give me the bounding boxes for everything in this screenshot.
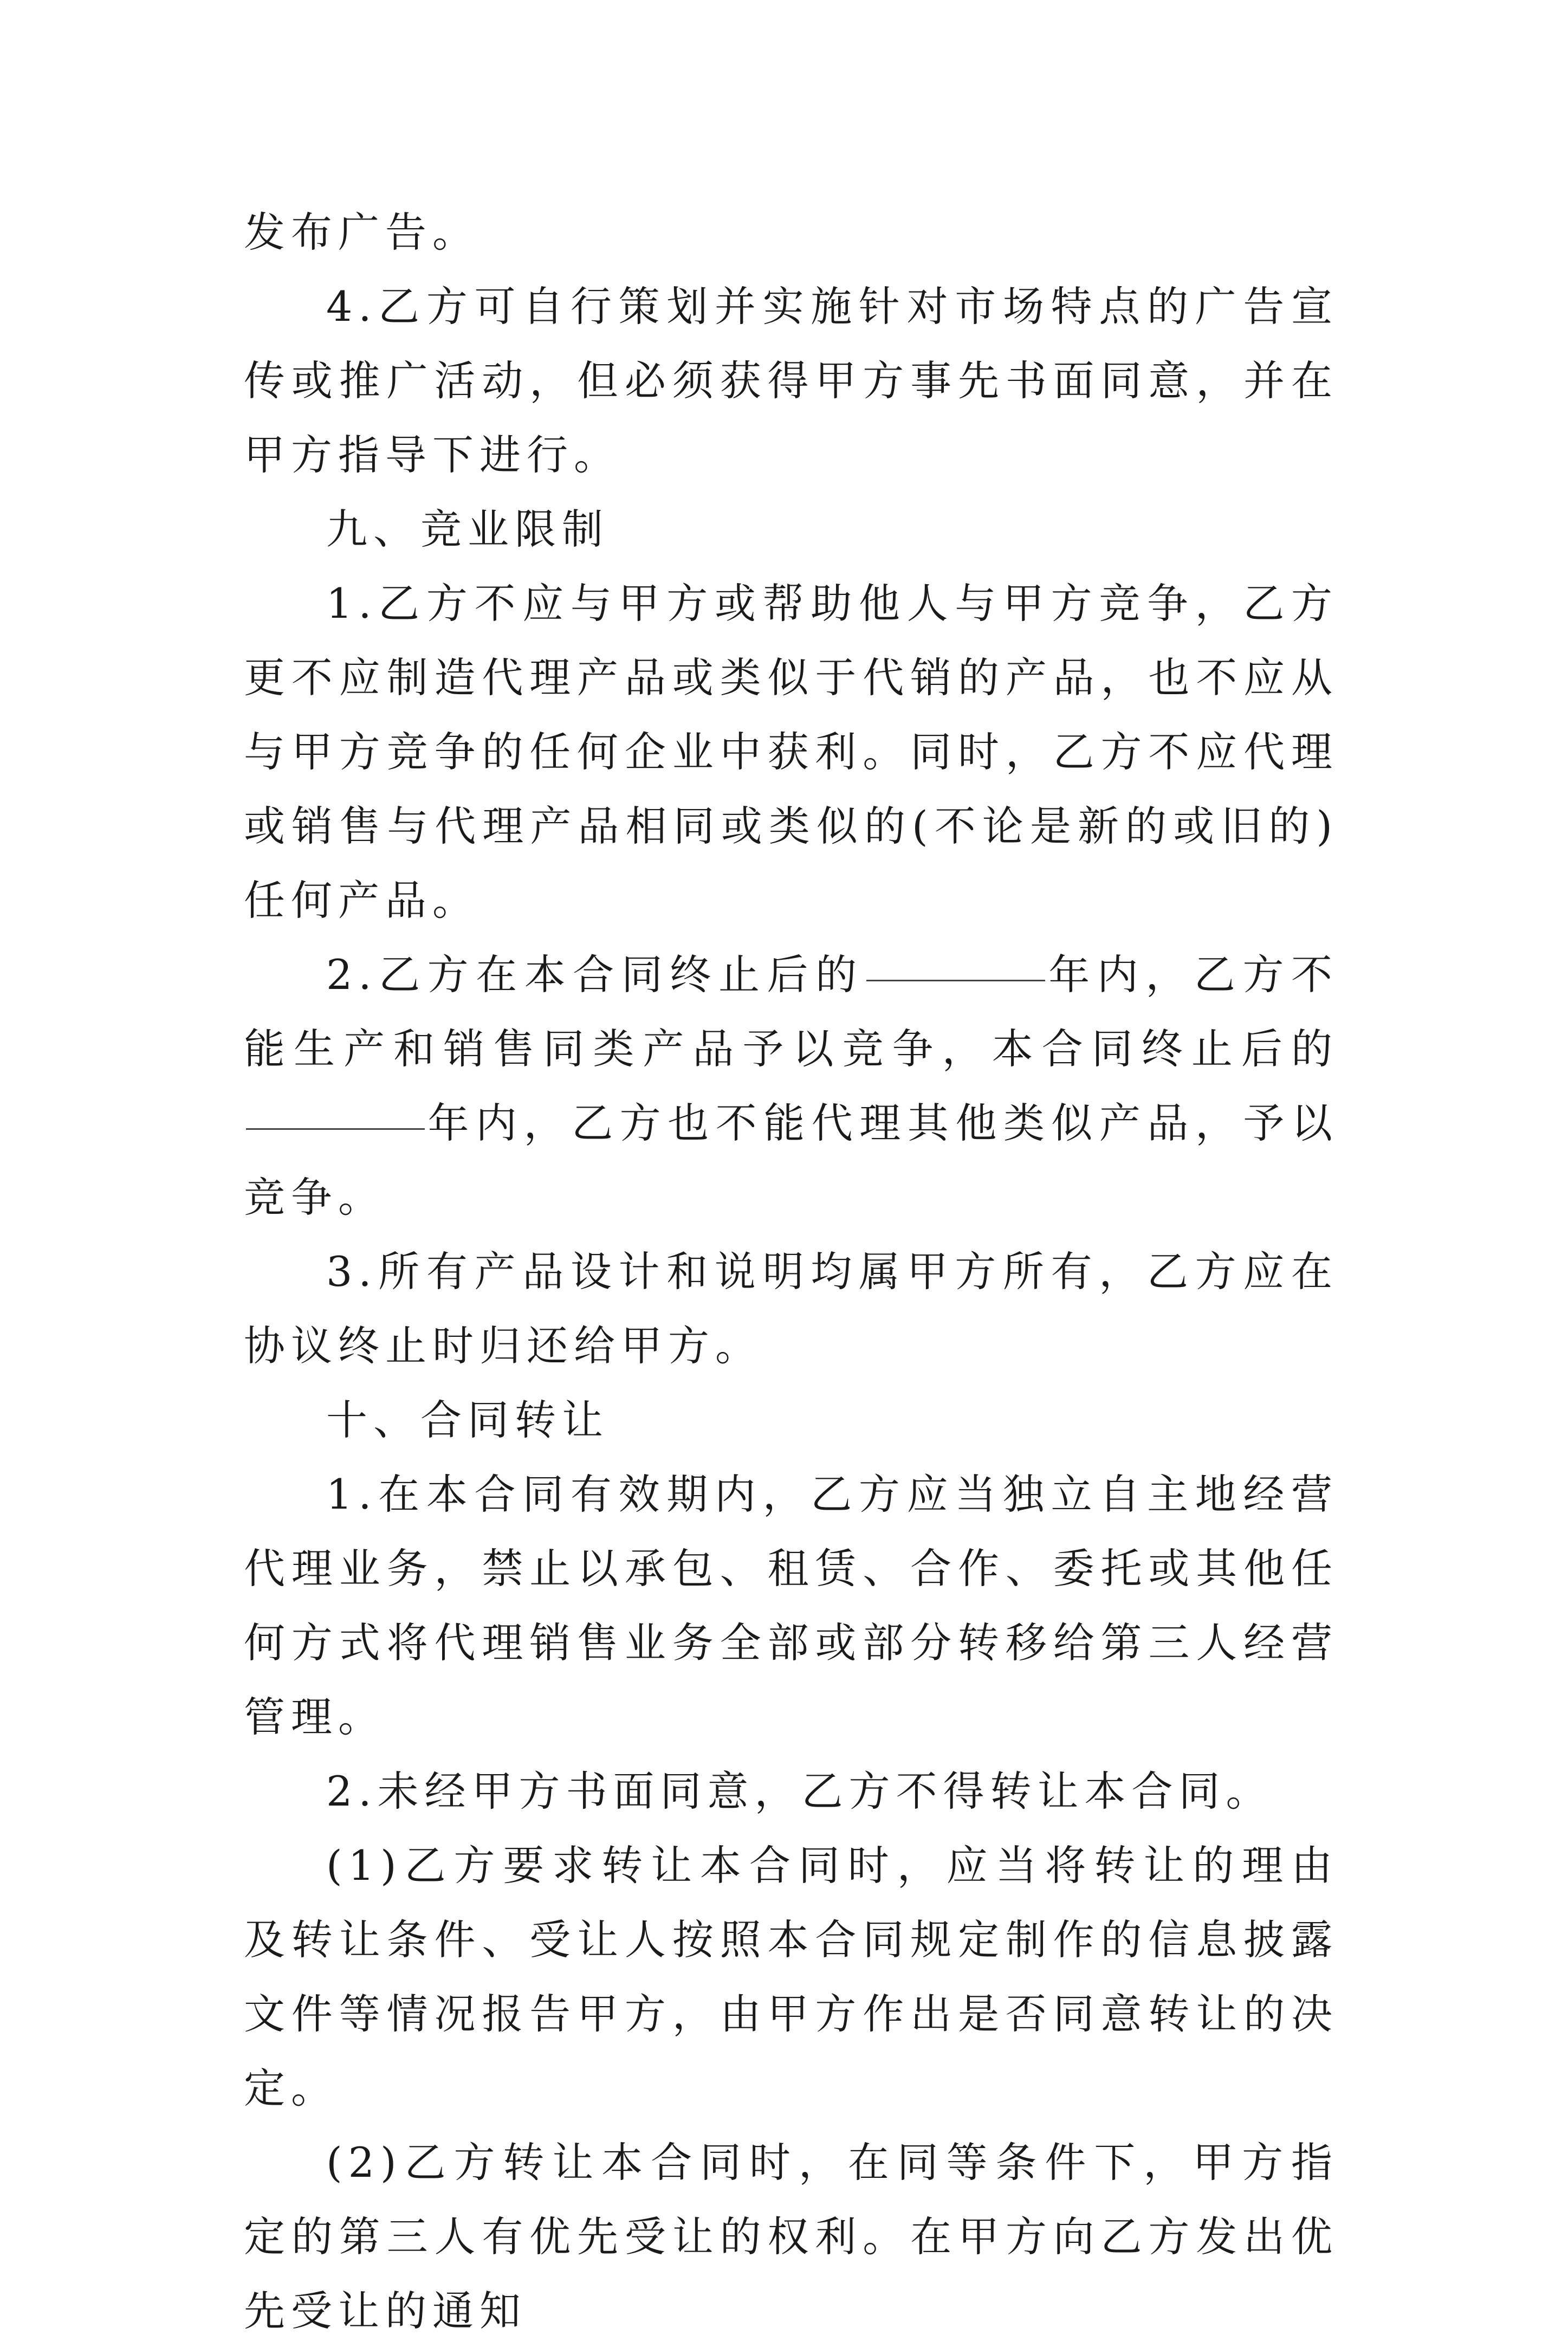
paragraph-clause-10-2: 2.未经甲方书面同意，乙方不得转让本合同。 <box>326 1767 1273 1815</box>
fill-in-blank-years-2 <box>246 1128 425 1130</box>
paragraph-clause-9-1: 1.乙方不应与甲方或帮助他人与甲方竞争，乙方更不应制造代理产品或类似于代销的产品，也不应从与甲方竞争的任何企业中获利。同时，乙方不应代理或销售与代理产品相同或类似的(不论是新的或旧的)任何产品。 <box>244 579 1338 924</box>
paragraph-clause-10-2-2: (2)乙方转让本合同时，在同等条件下，甲方指定的第三人有优先受让的权利。在甲方向乙方发出优先受让的通知 <box>244 2138 1338 2335</box>
paragraph-clause-9-3: 3.所有产品设计和说明均属甲方所有，乙方应在协议终止时归还给甲方。 <box>244 1247 1338 1370</box>
paragraph-clause-8-4: 4.乙方可自行策划并实施针对市场特点的广告宣传或推广活动，但必须获得甲方事先书面同意，并在甲方指导下进行。 <box>244 282 1338 479</box>
paragraph-clause-9-2 <box>244 937 1338 1234</box>
paragraph-clause-10-2-1: (1)乙方要求转让本合同时，应当将转让的理由及转让条件、受让人按照本合同规定制作的信息披露文件等情况报告甲方，由甲方作出是否同意转让的决定。 <box>244 1841 1338 2112</box>
clause-9-2-text-c: 年内，乙方也不能代理其他类似产品，予以竞争。 <box>244 1099 1338 1221</box>
paragraph-clause-10-1: 1.在本合同有效期内，乙方应当独立自主地经营代理业务，禁止以承包、租赁、合作、委托或其他任何方式将代理销售业务全部或部分转移给第三人经营管理。 <box>244 1470 1338 1741</box>
clause-9-2-text-b: 年内，乙方不能生产和销售同类产品予以竞争，本合同终止后的 <box>244 950 1339 1073</box>
section-heading-contract-transfer: 十、合同转让 <box>326 1396 609 1444</box>
clause-9-2-text-a: 2.乙方在本合同终止后的 <box>326 950 864 999</box>
fill-in-blank-years-1 <box>866 979 1045 981</box>
document-body <box>244 195 1338 2348</box>
paragraph-continuation: 发布广告。 <box>244 208 480 256</box>
section-heading-non-compete: 九、竞业限制 <box>326 505 609 553</box>
